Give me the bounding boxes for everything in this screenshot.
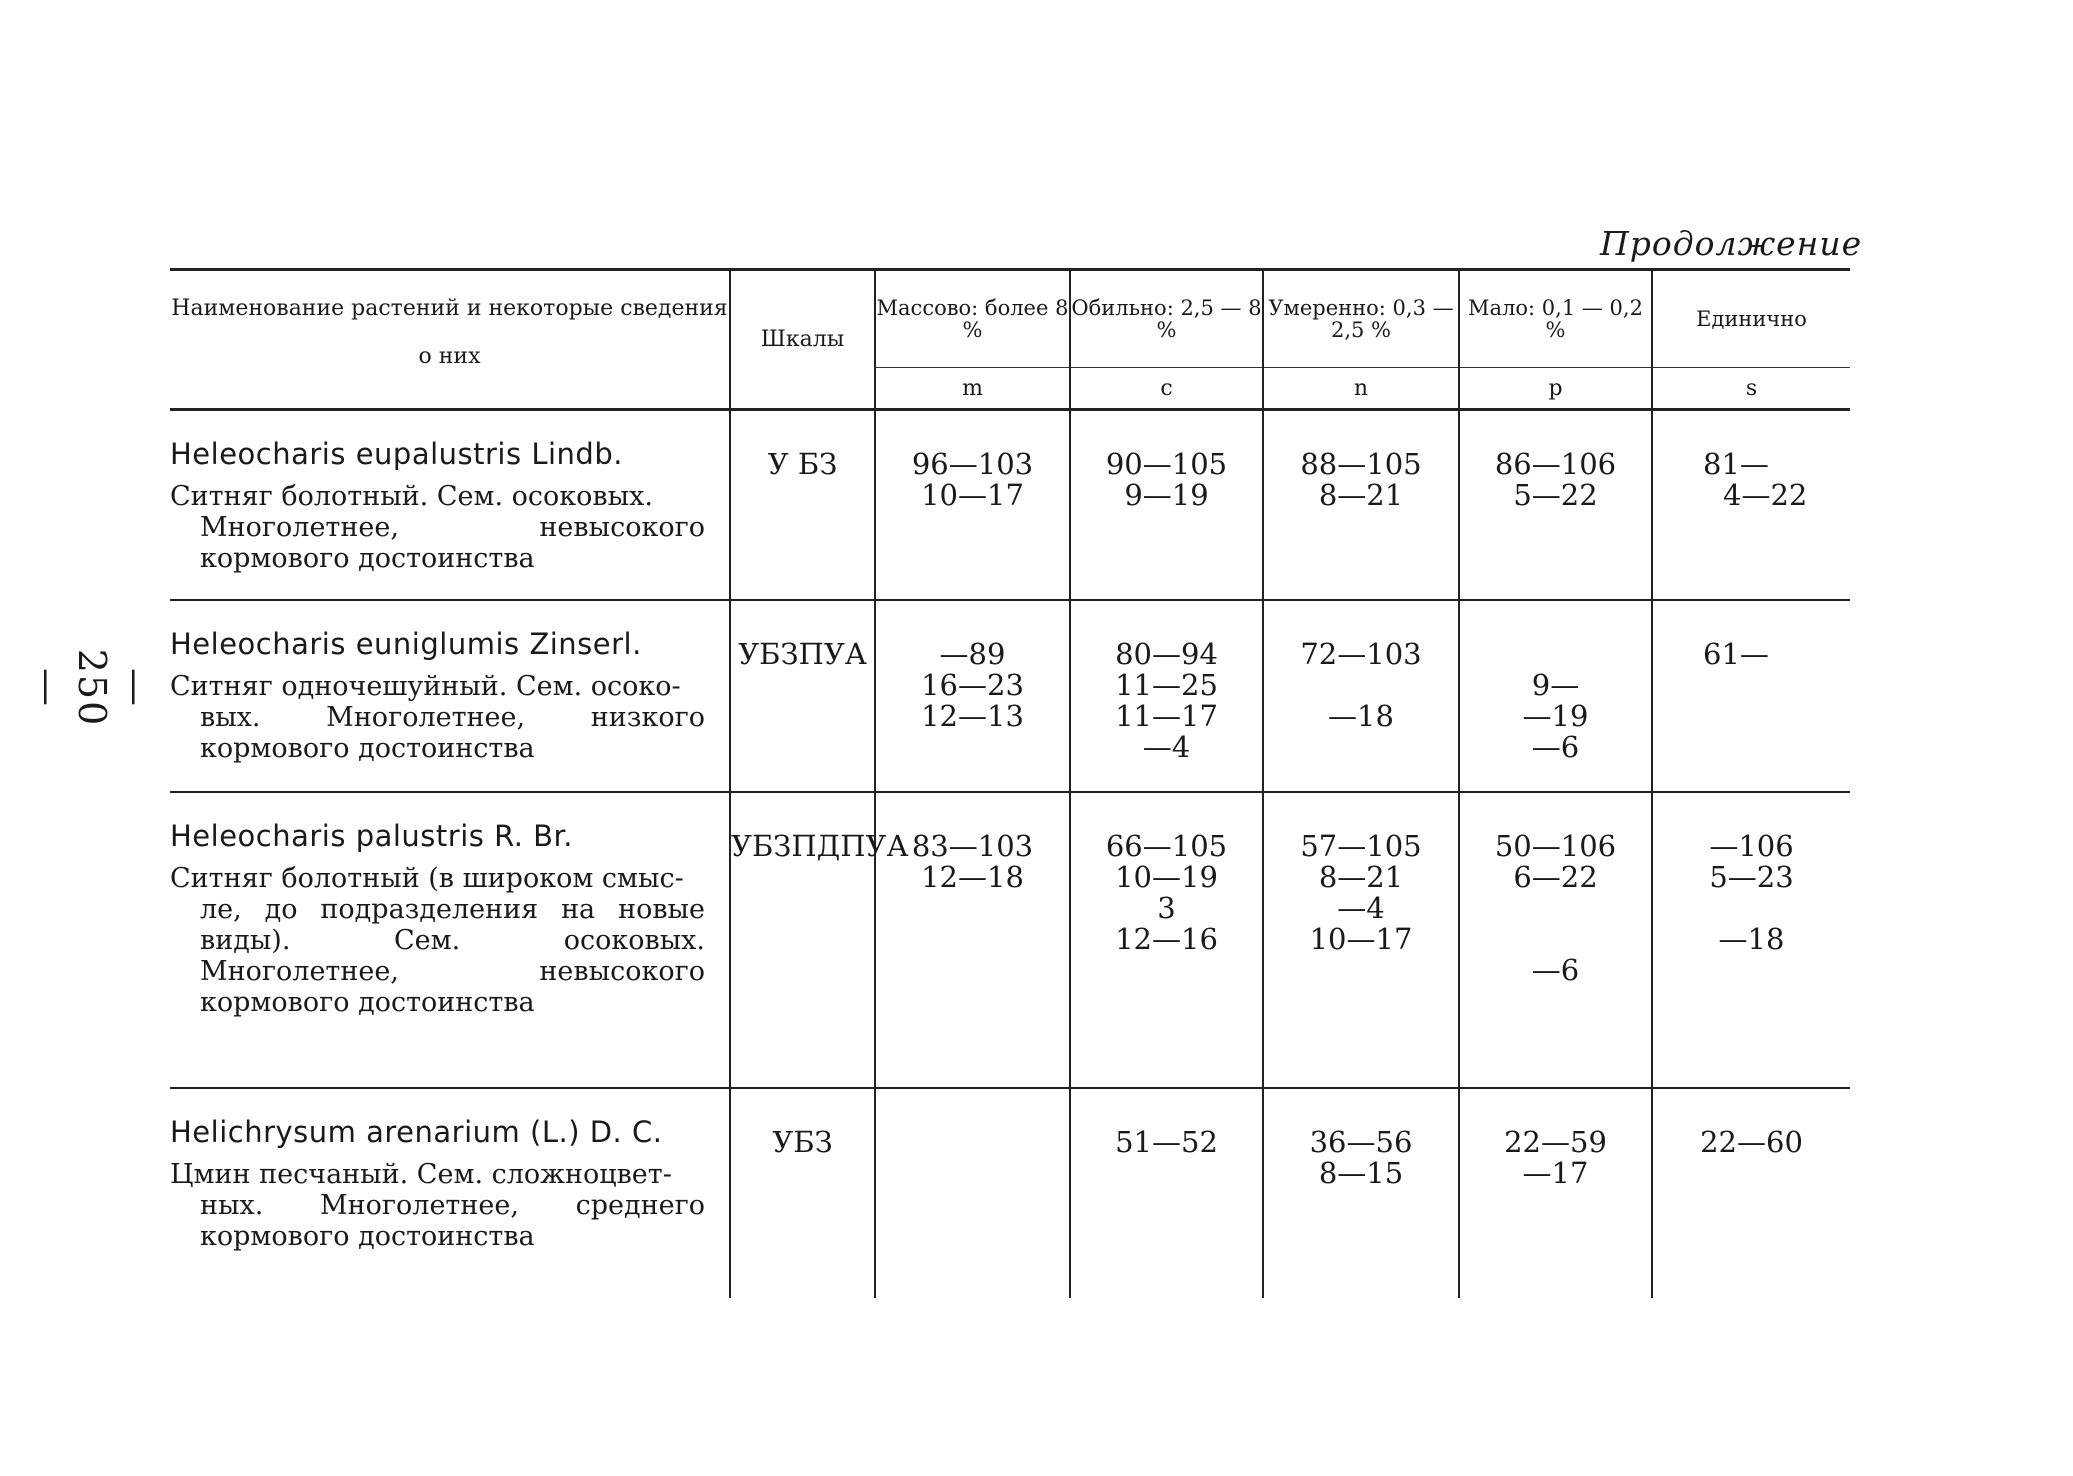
latin-name: Heleocharis eupalustris Lindb. (170, 437, 623, 471)
cell-c: 51—52 (1070, 1088, 1263, 1298)
header-name: Наименование растений и некоторые сведения о них (170, 270, 730, 410)
description: Цмин песчаный. Сем. сложноцвет- (170, 1158, 672, 1190)
plant-abundance-table (170, 268, 1850, 1298)
cell-n: 57—105 8—21 —4 10—17 (1263, 792, 1459, 1088)
cell-p: 22—59 —17 (1459, 1088, 1652, 1298)
description: Ситняг болотный (в широком смыс- (170, 862, 684, 894)
cell-s: 61— (1652, 600, 1850, 792)
cell-m (875, 1088, 1070, 1298)
header-edinichno: Единично (1652, 270, 1850, 368)
plant-info (170, 1088, 730, 1298)
header-massovo: Массово: более 8 % (875, 270, 1070, 368)
latin-name: Helichrysum arenarium (L.) D. C. (170, 1114, 663, 1149)
cell-s: 22—60 (1652, 1088, 1850, 1298)
header-umerenno: Умеренно: 0,3 — 2,5 % (1263, 270, 1459, 368)
continuation-label: Продолжение (1600, 224, 1863, 263)
symbol-n: n (1263, 368, 1459, 410)
cell-n: 88—105 8—21 (1263, 410, 1459, 600)
description-cont: ных. Многолетнее, среднего кормового достоинства (200, 1189, 705, 1252)
description: Ситняг болотный. Сем. осоковых. (170, 481, 653, 512)
description-cont: Многолетнее, невысокого кормового достоинства (200, 512, 705, 574)
cell-n: 36—56 8—15 (1263, 1088, 1459, 1298)
table-row (170, 410, 1850, 600)
scale-list: УБЗПУА (730, 600, 875, 792)
page-number: — 250 — (26, 648, 158, 728)
description-cont: вых. Многолетнее, низкого кормового достоинства (200, 701, 705, 764)
header-obilno: Обильно: 2,5 — 8 % (1070, 270, 1263, 368)
cell-m: 83—103 12—18 (875, 792, 1070, 1088)
cell-p: 9— —19 —6 (1459, 600, 1652, 792)
scale-list: УБЗПДПУА (730, 792, 875, 1088)
header-scales: Шкалы (730, 270, 875, 410)
header-malo: Мало: 0,1 — 0,2 % (1459, 270, 1652, 368)
cell-m: 96—103 10—17 (875, 410, 1070, 600)
cell-s: —106 5—23 —18 (1652, 792, 1850, 1088)
cell-m: —89 16—23 12—13 (875, 600, 1070, 792)
latin-name: Heleocharis palustris R. Br. (170, 818, 574, 853)
cell-p: 50—106 6—22 —6 (1459, 792, 1652, 1088)
description: Ситняг одночешуйный. Сем. осоко- (170, 670, 681, 702)
cell-s: 81— 4—22 (1652, 410, 1850, 600)
scale-list: У БЗ (730, 410, 875, 600)
table-row (170, 600, 1850, 792)
symbol-s: s (1652, 368, 1850, 410)
cell-c: 80—94 11—25 11—17 —4 (1070, 600, 1263, 792)
scale-list: УБЗ (730, 1088, 875, 1298)
symbol-m: m (875, 368, 1070, 410)
plant-info (170, 792, 730, 1088)
cell-c: 90—105 9—19 (1070, 410, 1263, 600)
cell-p: 86—106 5—22 (1459, 410, 1652, 600)
description-cont: ле, до подразделения на новые виды). Сем. осоковых. Многолетнее, невысокого кормового достоинства (200, 893, 705, 1018)
symbol-p: p (1459, 368, 1652, 410)
plant-info (170, 600, 730, 792)
symbol-c: c (1070, 368, 1263, 410)
table-row (170, 1088, 1850, 1298)
plant-info (170, 410, 730, 600)
cell-c: 66—105 10—19 3 12—16 (1070, 792, 1263, 1088)
table-row (170, 792, 1850, 1088)
cell-n: 72—103 —18 (1263, 600, 1459, 792)
latin-name: Heleocharis euniglumis Zinserl. (170, 626, 642, 661)
